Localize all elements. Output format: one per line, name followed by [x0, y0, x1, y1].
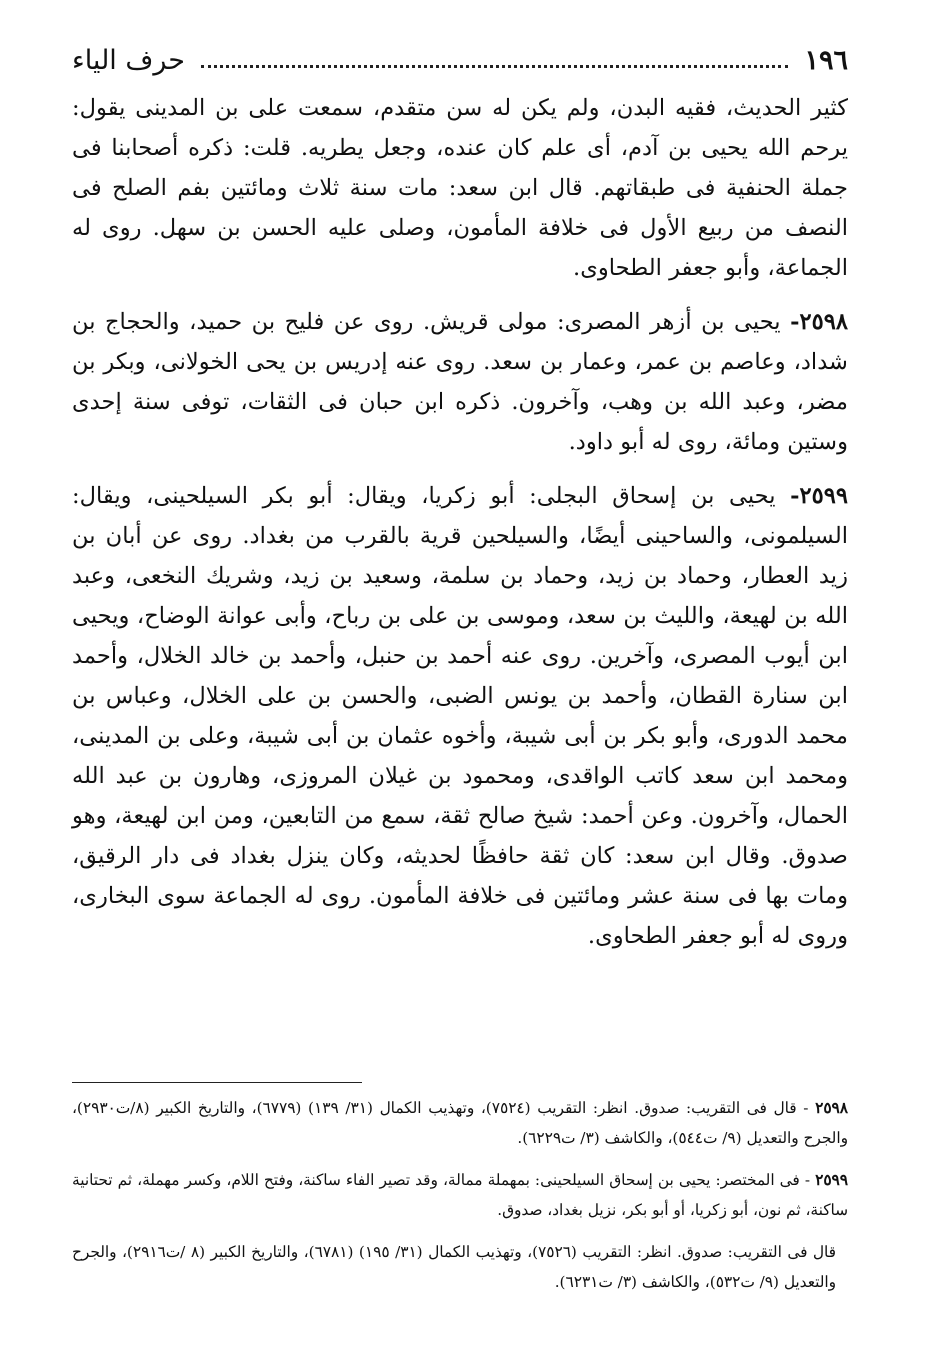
- book-page: [72, 40, 848, 1330]
- footnotes-section: [72, 1082, 848, 1297]
- entry-text: كثير الحديث، فقيه البدن، ولم يكن له سن متقدم، سمعت على بن المدينى يقول: يرحم الله يحيى بن آدم، أى علم كان عنده، وجعل يطريه. قلت: ذكره أصحابنا فى جملة الحنفية فى طبقاتهم. قال ابن سعد: مات سنة ثلاث ومائتين بفم الصلح فى النصف من ربيع الأول فى خلافة المأمون، وصلى عليه الحسن بن سهل. روى له الجماعة، وأبو جعفر الطحاوى.: [72, 95, 848, 281]
- chapter-title: حرف الياء: [72, 44, 185, 76]
- footnote-separator-rule: [72, 1082, 362, 1083]
- entry-paragraph-2598: [72, 302, 848, 462]
- footnote-2599-continuation: قال فى التقريب: صدوق. انظر: التقريب (٧٥٢٦)، وتهذيب الكمال (٣١/ ١٩٥) (٦٧٨١)، والتاريخ الكبير (٨ /ت٢٩١٦)، والجرح والتعديل (٩/ ت٥٣٢)، والكاشف (٣/ ت٦٢٣١).: [72, 1243, 836, 1291]
- footnote-text: - قال فى التقريب: صدوق. انظر: التقريب (٧٥٢٤)، وتهذيب الكمال (٣١/ ١٣٩) (٦٧٧٩)، والتاريخ الكبير (٨/ت٢٩٣٠)، والجرح والتعديل (٩/ ت٥٤٤)، والكاشف (٣/ ت٦٢٢٩).: [72, 1099, 848, 1147]
- entry-text: يحيى بن إسحاق البجلى: أبو زكريا، ويقال: أبو بكر السيلحينى، ويقال: السيلمونى، والساحينى أيضًا، والسيلحين قرية بالقرب من بغداد. روى عن أبان بن زيد العطار، وحماد بن زيد، وحماد بن سلمة، وسعيد بن زيد، وشريك النخعى، وعبد الله بن لهيعة، والليث بن سعد، وموسى بن على بن رباح، وأبى عوانة الوضاح، ويحيى ابن أيوب المصرى، وآخرين. روى عنه أحمد بن حنبل، وأحمد بن خالد الخلال، وأحمد ابن سنارة القطان، وأحمد بن يونس الضبى، والحسن بن على الخلال، وعباس بن محمد الدورى، وأبو بكر بن أبى شيبة، وأخوه عثمان بن أبى شيبة، وعلى بن المدينى، ومحمد ابن سعد كاتب الواقدى، ومحمود بن غيلان المروزى، وهارون بن عبد الله الحمال، وآخرون. وعن أحمد: شيخ صالح ثقة، سمع من التابعين، ومن ابن لهيعة، وهو صدوق. وقال ابن سعد: كان ثقة حافظًا لحديثه، وكان ينزل بغداد فى دار الرقيق، ومات بها فى سنة عشر ومائتين فى خلافة المأمون. روى له الجماعة سوى البخارى، وروى له أبو جعفر الطحاوى.: [72, 483, 848, 949]
- entry-text: يحيى بن أزهر المصرى: مولى قريش. روى عن فليح بن حميد، والحجاج بن شداد، وعاصم بن عمر، وعمار بن سعد. روى عنه إدريس بن يحى الخولانى، وبكر بن مضر، وعبد الله بن وهب، وآخرون. ذكره ابن حبان فى الثقات، توفى سنة إحدى وستين ومائة، روى له أبو داود.: [72, 309, 848, 455]
- footnote-2599: [72, 1165, 848, 1225]
- main-text: [72, 88, 848, 956]
- footnote-number: ٢٥٩٩: [815, 1171, 848, 1189]
- footnote-2598: [72, 1093, 848, 1153]
- running-header: [72, 40, 848, 80]
- entry-number: ٢٥٩٨-: [790, 309, 848, 335]
- entry-paragraph-2599: [72, 476, 848, 956]
- footnote-text: - فى المختصر: يحيى بن إسحاق السيلحينى: بمهملة ممالة، وقد تصير الفاء ساكنة، وفتح اللام، وكسر مهملة، ثم تحتانية ساكنة، ثم نون، أبو زكريا، أو أبو بكر، نزيل بغداد، صدوق.: [72, 1171, 848, 1219]
- page-number: ١٩٦: [804, 44, 848, 76]
- footnote-number: ٢٥٩٨: [815, 1099, 848, 1117]
- entry-number: ٢٥٩٩-: [790, 483, 848, 509]
- header-dotted-leader: [201, 65, 789, 68]
- entry-paragraph-continued: [72, 88, 848, 288]
